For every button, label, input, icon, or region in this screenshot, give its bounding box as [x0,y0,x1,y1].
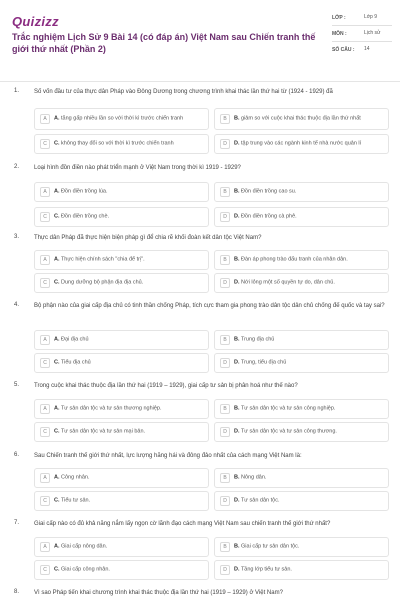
option-text: Công nhân. [61,474,90,481]
option-text: Tư sản dân tộc và tư sản mại bản. [60,428,146,435]
option-letter-label: D. [234,279,240,286]
question-text: Trong cuộc khai thác thuộc địa lần thứ hai (1919 – 1929), giai cấp tư sản bị phân hoá như thế nào? [34,383,298,389]
question-number: 8. [14,589,20,595]
option-b[interactable] [214,537,389,557]
option-letter: D [220,496,230,506]
option-letter: A [40,404,50,414]
option-letter: B [220,473,230,483]
option-letter-label: B. [234,115,240,122]
question-text: Loại hình đồn điền nào phát triển mạnh ở Việt Nam trong thời kì 1919 - 1929? [34,165,241,171]
meta-label: MÔN : [332,31,347,37]
worksheet-header [0,0,400,82]
option-b[interactable] [214,468,389,488]
option-a[interactable] [34,182,209,202]
option-b[interactable] [214,250,389,270]
option-letter-label: C. [54,566,60,573]
question-number: 7. [14,520,20,526]
option-letter-label: B. [234,474,240,481]
option-letter-label: A. [54,256,60,263]
option-letter: D [220,358,230,368]
option-letter-label: D. [234,566,240,573]
meta-value: Lớp 9 [364,14,378,20]
worksheet-title: Trắc nghiệm Lịch Sử 9 Bài 14 (có đáp án) Việt Nam sau Chiến tranh thế giới thứ nhất (Phần 2) [12,32,316,54]
option-text: Trung, tiểu địa chủ [240,359,287,366]
option-d[interactable] [214,560,389,580]
option-a[interactable] [34,250,209,270]
option-letter-label: A. [54,474,60,481]
option-letter-label: C. [54,428,60,435]
question-text: Bộ phận nào của giai cấp địa chủ có tinh thần chống Pháp, tích cực tham gia phong trào dân tộc dân chủ chống đế quốc và tay sai? [34,303,385,309]
option-text: Tiểu địa chủ [60,359,91,366]
question-text: Số vốn đầu tư của thực dân Pháp vào Đông Dương trong chương trình khai thác lần thứ hai từ (1924 - 1929) đã [34,89,333,95]
option-c[interactable] [34,491,209,511]
option-c[interactable] [34,422,209,442]
option-letter: C [40,358,50,368]
option-b[interactable] [214,399,389,419]
option-b[interactable] [214,108,389,130]
option-letter: A [40,335,50,345]
option-text: không thay đổi so với thời kì trước chiến tranh [61,140,174,147]
question-text: Giai cấp nào có đủ khả năng nắm lấy ngọn cờ lãnh đạo cách mạng Việt Nam sau chiến tranh thế giới thứ nhất? [34,521,331,527]
question-number: 1. [14,88,20,94]
option-a[interactable] [34,330,209,350]
option-letter: B [220,187,230,197]
option-letter: B [220,114,230,124]
option-text: Thực hiện chính sách "chia để trị". [60,256,145,263]
option-c[interactable] [34,353,209,373]
option-a[interactable] [34,108,209,130]
option-letter-label: C. [54,213,60,220]
option-text: tăng gấp nhiều lần so với thời kì trước chiến tranh [61,115,184,122]
meta-row-count [332,42,392,57]
quizizz-logo: Quizizz [12,14,59,29]
meta-label: SỐ CÂU : [332,47,355,53]
meta-label: LỚP : [332,15,346,21]
option-c[interactable] [34,134,209,154]
option-d[interactable] [214,353,389,373]
option-letter-label: A. [54,336,60,343]
option-a[interactable] [34,399,209,419]
option-c[interactable] [34,273,209,293]
option-letter-label: C. [54,497,60,504]
option-a[interactable] [34,468,209,488]
option-text: Tư sản dân tộc và tư sản công nghiệp. [240,405,336,412]
option-text: Đồn điền trồng cao su. [241,188,297,195]
option-text: Đồn điền trồng lúa. [61,188,108,195]
option-text: Tư sản dân tộc. [240,497,280,504]
option-text: Tư sản dân tộc và tư sản công thương. [240,428,337,435]
option-letter: B [220,404,230,414]
meta-row-subject [332,26,392,42]
option-letter: A [40,114,50,124]
meta-value: 14 [364,46,370,52]
option-letter-label: A. [54,188,60,195]
option-letter: C [40,496,50,506]
option-letter: B [220,255,230,265]
option-a[interactable] [34,537,209,557]
option-letter: C [40,212,50,222]
option-text: Giai cấp nông dân. [61,543,108,550]
option-text: Đồn điền trồng cà phê. [241,213,297,220]
option-c[interactable] [34,560,209,580]
question-text: Sau Chiến tranh thế giới thứ nhất, lực lượng hăng hái và đông đảo nhất của cách mạng Việt Nam là: [34,453,302,459]
option-letter: D [220,278,230,288]
option-text: giảm so với cuộc khai thác thuộc địa lần thứ nhất [241,115,361,122]
option-d[interactable] [214,273,389,293]
option-letter-label: D. [234,359,240,366]
option-d[interactable] [214,207,389,227]
option-letter: B [220,542,230,552]
option-b[interactable] [214,182,389,202]
option-text: Tiểu tư sản. [60,497,91,504]
option-letter-label: B. [234,256,240,263]
option-c[interactable] [34,207,209,227]
question-number: 5. [14,382,20,388]
question-text: Thực dân Pháp đã thực hiện biện pháp gì để chia rẽ khối đoàn kết dân tộc Việt Nam? [34,235,262,241]
option-letter: D [220,427,230,437]
option-text: Tư sản dân tộc và tư sản thương nghiệp. [60,405,162,412]
option-letter-label: C. [54,359,60,366]
meta-box [332,10,392,57]
option-letter: D [220,565,230,575]
option-letter: D [220,139,230,149]
option-letter-label: B. [234,543,240,550]
option-text: Đàn áp phong trào đấu tranh của nhân dân. [241,256,348,263]
option-letter: B [220,335,230,345]
option-letter-label: B. [234,336,240,343]
question-number: 6. [14,452,20,458]
option-letter-label: C. [54,279,60,286]
option-letter-label: B. [234,188,240,195]
option-letter-label: A. [54,115,60,122]
option-letter: A [40,473,50,483]
option-text: Đồn điền trồng chè. [61,213,110,220]
option-d[interactable] [214,134,389,154]
option-d[interactable] [214,491,389,511]
option-text: Giai cấp công nhân. [61,566,110,573]
option-text: Dung dưỡng bộ phận địa địa chủ. [61,279,144,286]
option-text: tập trung vào các ngành kinh tế nhà nước quản lí [241,140,362,147]
option-letter: C [40,427,50,437]
question-text: Vì sao Pháp tiến khai chương trình khai thác thuộc địa lần thứ hai (1919 – 1929) ở Việt Nam? [34,590,283,596]
question-number: 2. [14,164,20,170]
question-number: 3. [14,234,20,240]
option-letter: C [40,139,50,149]
option-text: Nới lỏng một số quyền tự do, dân chủ. [241,279,335,286]
option-letter: C [40,565,50,575]
option-letter: D [220,212,230,222]
option-letter-label: D. [234,497,240,504]
option-text: Tầng lớp tiểu tư sản. [240,566,292,573]
option-letter-label: D. [234,428,240,435]
option-letter-label: C. [54,140,60,147]
option-letter: A [40,187,50,197]
meta-value: Lịch sử [364,30,381,36]
option-letter: A [40,542,50,552]
option-b[interactable] [214,330,389,350]
option-letter-label: B. [234,405,240,412]
option-text: Trung địa chủ [240,336,275,343]
option-letter: C [40,278,50,288]
option-letter-label: D. [234,140,240,147]
option-text: Đại địa chủ [61,336,89,343]
option-letter: A [40,255,50,265]
meta-row-grade [332,10,392,26]
option-text: Giai cấp tư sản dân tộc. [241,543,300,550]
question-number: 4. [14,302,20,308]
option-letter-label: A. [54,405,60,412]
option-letter-label: D. [234,213,240,220]
option-letter-label: A. [54,543,60,550]
option-d[interactable] [214,422,389,442]
option-text: Nông dân. [241,474,267,481]
